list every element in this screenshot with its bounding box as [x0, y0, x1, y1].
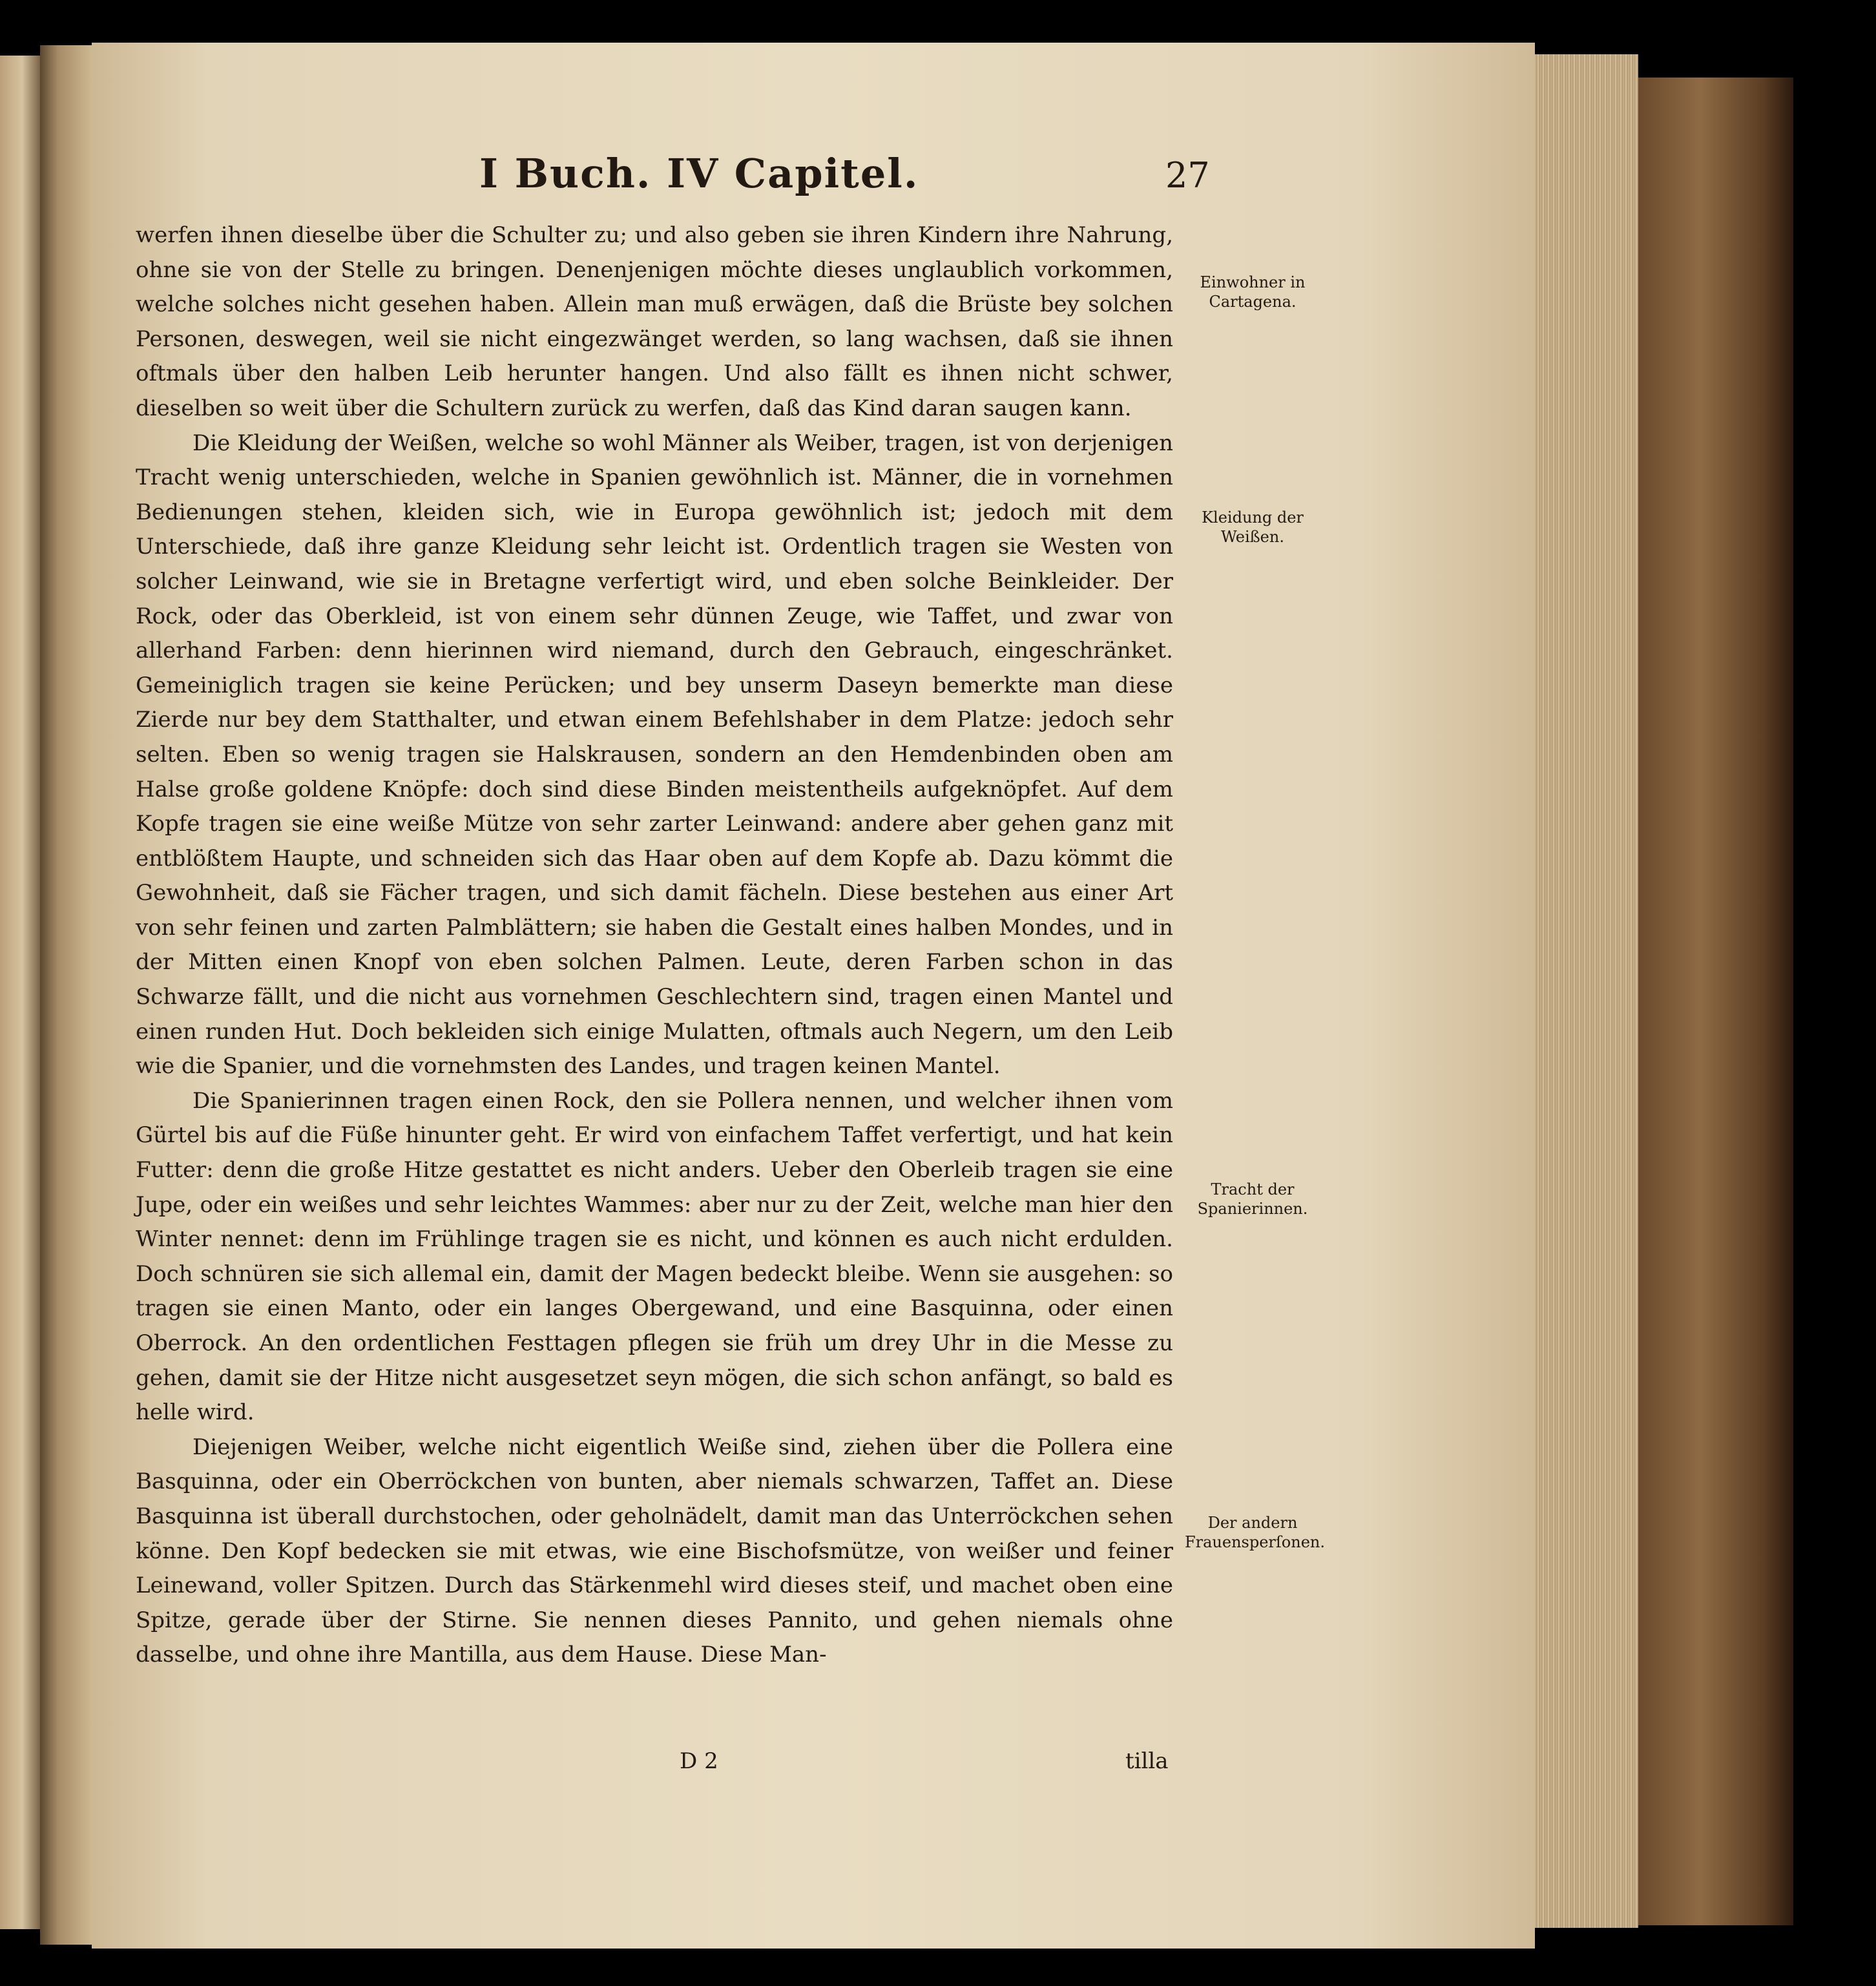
- margin-note: Kleidung der Weißen.: [1202, 508, 1304, 546]
- signature-mark: D 2: [680, 1748, 718, 1774]
- book-cover: [1638, 78, 1793, 1925]
- running-head: [92, 150, 1535, 208]
- body-text: [136, 218, 1173, 1673]
- paragraph: Diejenigen Weiber, welche nicht eigentlich Weiße sind, ziehen über die Pollera eine Basquinna, oder ein Oberröckchen von bunten, aber niemals schwarzen, Taffet an. Diese Basquinna ist überall durchstochen, oder geholnädelt, damit man das Unterröckchen sehen könne. Den Kopf bedecken sie mit etwas, wie eine Bischofsmütze, von weißer und feiner Leinewand, voller Spitzen. Durch das Stärkenmehl wird dieses steif, und machet oben eine Spitze, gerade über der Stirne. Sie nennen dieses Pannito, und gehen niemals ohne dasselbe, und ohne ihre Mantilla, aus dem Hause. Diese Man-: [136, 1434, 1173, 1668]
- book-gutter: [40, 45, 92, 1945]
- facing-page-edge: [0, 56, 40, 1929]
- chapter-title: I Buch. IV Capitel.: [479, 150, 919, 197]
- margin-note: Tracht der Spanierinnen.: [1197, 1180, 1308, 1218]
- margin-note: Einwohner in Cartagena.: [1200, 273, 1306, 311]
- page-edges: [1535, 54, 1638, 1928]
- book-page: [92, 43, 1535, 1949]
- margin-note: Der andern Frauensperſonen.: [1185, 1514, 1325, 1551]
- paragraph: Die Spanierinnen tragen einen Rock, den sie Pollera nennen, und welcher ihnen vom Gürtel bis auf die Füße hinunter geht. Er wird von einfachem Taffet verfertigt, und hat kein Futter: denn die große Hitze gestattet es nicht anders. Ueber den Oberleib tragen sie eine Jupe, oder ein weißes und sehr leichtes Wammes: aber nur zu der Zeit, welche man hier den Winter nennet: denn im Frühlinge tragen sie es nicht, und können es auch nicht erdulden. Doch schnüren sie sich allemal ein, damit der Magen bedeckt bleibe. Wenn sie ausgehen: so tragen sie einen Manto, oder ein langes Obergewand, und eine Basquinna, oder einen Oberrock. An den ordentlichen Festtagen pflegen sie früh um drey Uhr in die Messe zu gehen, damit sie der Hitze nicht ausgesetzet seyn mögen, die sich schon anfängt, so bald es helle wird.: [136, 1087, 1173, 1426]
- paragraph: Die Kleidung der Weißen, welche so wohl Männer als Weiber, tragen, ist von derjenigen Tracht wenig unterschieden, welche in Spanien gewöhnlich ist. Männer, die in vornehmen Bedienungen stehen, kleiden sich, wie in Europa gewöhnlich ist; jedoch mit dem Unterschiede, daß ihre ganze Kleidung sehr leicht ist. Ordentlich tragen sie Westen von solcher Leinwand, wie sie in Bretagne verfertigt wird, und eben solche Beinkleider. Der Rock, oder das Oberkleid, ist von einem sehr dünnen Zeuge, wie Taffet, und zwar von allerhand Farben: denn hierinnen wird niemand, durch den Gebrauch, eingeschränket. Gemeiniglich tragen sie keine Perücken; und bey unserm Daseyn bemerkte man diese Zierde nur bey dem Statthalter, und etwan einem Befehlshaber in dem Platze: jedoch sehr selten. Eben so wenig tragen sie Halskrausen, sondern an den Hemdenbinden oben am Halse große goldene Knöpfe: doch sind diese Binden meistentheils aufgeknöpfet. Auf dem Kopfe tragen sie eine weiße Mütze von sehr zarter Leinwand: andere aber gehen ganz mit entblößtem Haupte, und schneiden sich das Haar oben auf dem Kopfe ab. Dazu kömmt die Gewohnheit, daß sie Fächer tragen, und sich damit fächeln. Diese bestehen aus einer Art von sehr feinen und zarten Palmblättern; sie haben die Gestalt eines halben Mondes, und in der Mitten einen Knopf von eben solchen Palmen. Leute, deren Farben schon in das Schwarze fällt, und die nicht aus vornehmen Geschlechtern sind, tragen einen Mantel und einen runden Hut. Doch bekleiden sich einige Mulatten, oftmals auch Negern, um den Leib wie die Spanier, und die vornehmsten des Landes, und tragen keinen Mantel.: [136, 430, 1173, 1080]
- page-footer: [92, 1748, 1535, 1787]
- paragraph: werfen ihnen dieselbe über die Schulter zu; und also geben sie ihren Kindern ihre Nahrung, ohne sie von der Stelle zu bringen. Denenjenigen möchte dieses unglaublich vorkommen, welche solches nicht gesehen haben. Allein man muß erwägen, daß die Brüste bey solchen Personen, deswegen, weil sie nicht eingezwänget werden, so lang wachsen, daß sie ihnen oftmals über den halben Leib herunter hangen. Und also fällt es ihnen nicht schwer, dieselben so weit über die Schultern zurück zu werfen, daß das Kind daran saugen kann.: [136, 222, 1173, 421]
- catchword: tilla: [1125, 1748, 1169, 1774]
- page-number: 27: [1165, 155, 1210, 196]
